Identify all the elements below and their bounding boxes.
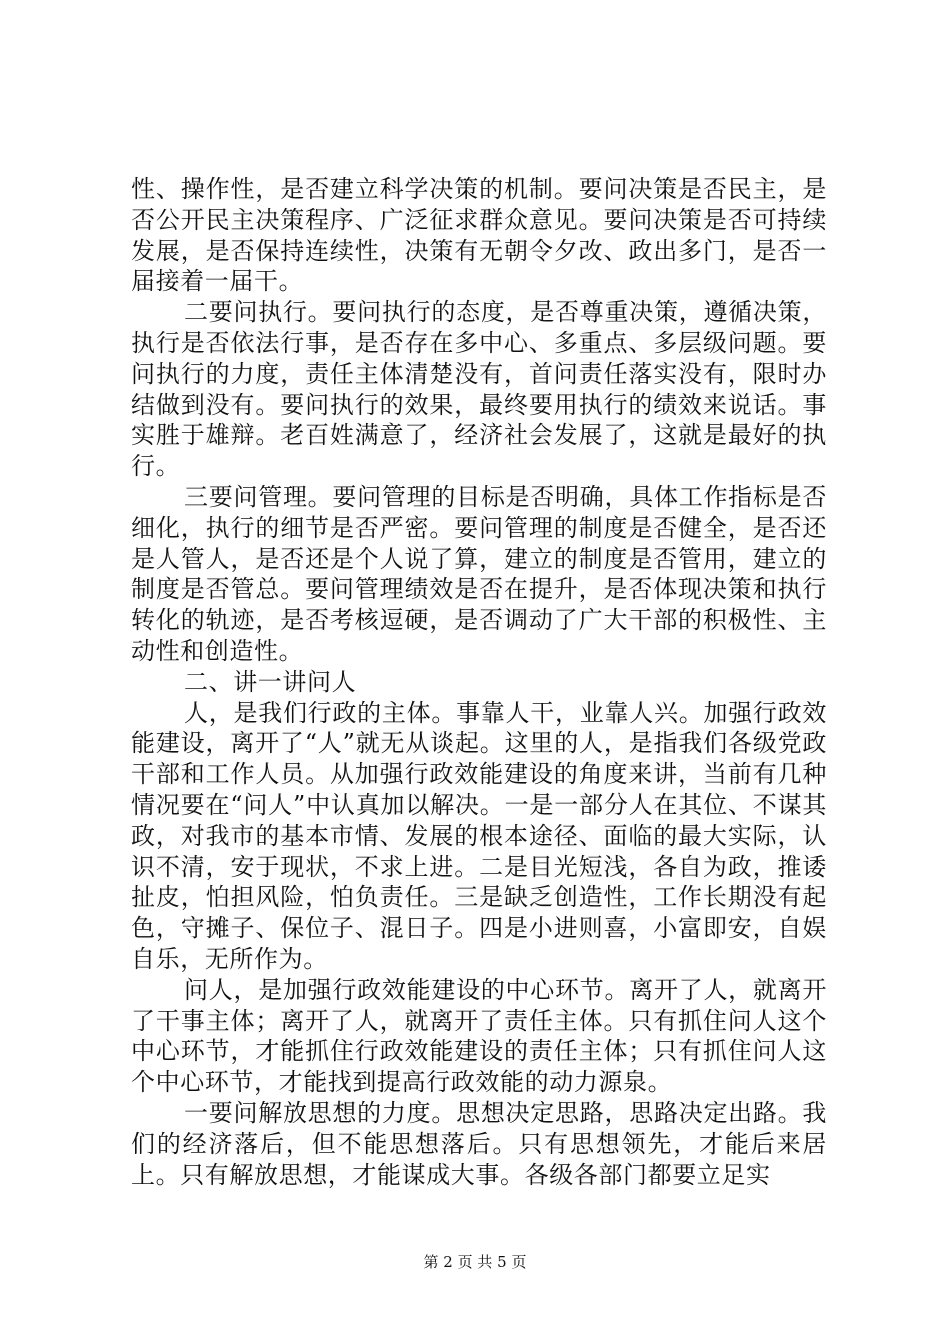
paragraph-asking-people: 问人，是加强行政效能建设的中心环节。离开了人，就离开了干事主体；离开了人，就离开了责任主体。只有抓住问人这个中心环节，才能抓住行政效能建设的责任主体；只有抓住问人这个中心环节，才能找到提高行政效能的动力源泉。 (131, 975, 827, 1097)
paragraph-continued: 性、操作性，是否建立科学决策的机制。要问决策是否民主，是否公开民主决策程序、广泛征求群众意见。要问决策是否可持续发展，是否保持连续性，决策有无朝令夕改、政出多门，是否一届接着一届干。 (131, 175, 827, 296)
paragraph-management: 三要问管理。要问管理的目标是否明确，具体工作指标是否细化，执行的细节是否严密。要问管理的制度是否健全，是否还是人管人，是否还是个人说了算，建立的制度是否管用，建立的制度是否管总。要问管理绩效是否在提升，是否体现决策和执行转化的轨迹，是否考核逗硬，是否调动了广大干部的积极性、主动性和创造性。 (131, 482, 827, 665)
paragraph-people: 人，是我们行政的主体。事靠人干，业靠人兴。加强行政效能建设，离开了“人”就无从谈起。这里的人，是指我们各级党政干部和工作人员。从加强行政效能建设的角度来讲，当前有几种情况要在“问人”中认真加以解决。一是一部分人在其位、不谋其政，对我市的基本市情、发展的根本途径、面临的最大实际，认识不清，安于现状，不求上进。二是目光短浅，各自为政，推诿扯皮，怕担风险，怕负责任。三是缺乏创造性，工作长期没有起色，守摊子、保位子、混日子。四是小进则喜，小富即安，自娱自乐，无所作为。 (131, 698, 827, 973)
paragraph-execution: 二要问执行。要问执行的态度，是否尊重决策，遵循决策，执行是否依法行事，是否存在多中心、多重点、多层级问题。要问执行的力度，责任主体清楚没有，首问责任落实没有，限时办结做到没有。要问执行的效果，最终要用执行的绩效来说话。事实胜于雄辩。老百姓满意了，经济社会发展了，这就是最好的执行。 (131, 298, 827, 481)
paragraph-liberating-thought: 一要问解放思想的力度。思想决定思路，思路决定出路。我们的经济落后，但不能思想落后。只有思想领先，才能后来居上。只有解放思想，才能谋成大事。各级各部门都要立足实 (131, 1098, 827, 1189)
page-number: 第 2 页 共 5 页 (423, 1253, 527, 1271)
document-body (131, 174, 827, 1190)
section-heading: 二、讲一讲问人 (184, 667, 357, 696)
